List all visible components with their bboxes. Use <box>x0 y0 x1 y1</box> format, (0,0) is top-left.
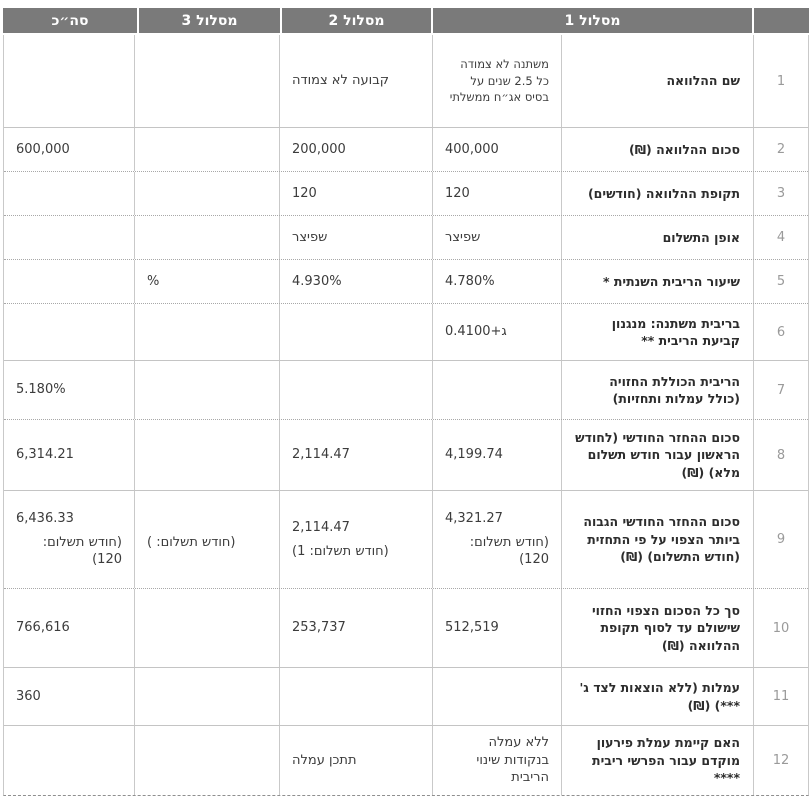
row-number: 7 <box>753 361 808 419</box>
cell-track-2: 4.930% <box>279 260 432 303</box>
row-label: תקופת ההלוואה (חודשים) <box>561 172 753 215</box>
cell-track-3 <box>134 216 279 259</box>
cell-total <box>4 172 134 215</box>
payment-month-note: (חודש תשלום: 120) <box>469 534 549 568</box>
payment-month-note: (חודש תשלום: 120) <box>42 534 122 568</box>
payment-amount: 6,436.33 <box>16 511 74 527</box>
row-number: 5 <box>753 260 808 303</box>
cell-track-2: 2,114.47 <box>279 420 432 490</box>
cell-track-3 <box>134 304 279 360</box>
table-row <box>4 35 808 127</box>
row-label: סכום ההחזר החודשי הגבוה ביותר הצפוי על פי התחזית (חודש התשלום) (₪) <box>561 491 753 588</box>
cell-total <box>4 35 134 127</box>
cell-track-3 <box>134 420 279 490</box>
row-label: סכום ההלוואה (₪) <box>561 128 753 171</box>
table-row <box>4 215 808 259</box>
table-row <box>4 127 808 171</box>
row-label: סך כל הסכום הצפוי החזוי שישולם עד לסוף תקופת ההלוואה (₪) <box>561 589 753 667</box>
cell-total <box>4 216 134 259</box>
cell-track-2 <box>279 491 432 588</box>
cell-track-2: 120 <box>279 172 432 215</box>
row-number: 1 <box>753 35 808 127</box>
header-total: סה״כ <box>3 8 137 33</box>
cell-track-1: 120 <box>432 172 561 215</box>
table-row <box>4 259 808 303</box>
row-number: 2 <box>753 128 808 171</box>
table-row <box>4 419 808 490</box>
cell-track-1: 512,519 <box>432 589 561 667</box>
cell-track-1: ג+0.4100 <box>432 304 561 360</box>
cell-track-3 <box>134 35 279 127</box>
cell-track-1 <box>432 668 561 725</box>
row-label: אופן התשלום <box>561 216 753 259</box>
header-row-number-column <box>754 8 809 33</box>
cell-total <box>4 260 134 303</box>
cell-track-1: משתנה לא צמודה כל 2.5 שנים על בסיס אג״ח ממשלתי <box>432 35 561 127</box>
cell-total: 766,616 <box>16 620 70 636</box>
table-body <box>3 35 809 796</box>
cell-track-2: תתכן עמלה <box>279 726 432 795</box>
table-row <box>4 725 808 795</box>
cell-track-1: 4.780% <box>432 260 561 303</box>
cell-track-1 <box>432 491 561 588</box>
row-label: שם ההלוואה <box>561 35 753 127</box>
cell-track-2 <box>279 304 432 360</box>
table-row <box>4 171 808 215</box>
table-header-row <box>3 8 809 33</box>
row-number: 8 <box>753 420 808 490</box>
cell-track-3 <box>134 726 279 795</box>
row-number: 6 <box>753 304 808 360</box>
header-track-2: מסלול 2 <box>282 8 431 33</box>
payment-amount: 2,114.47 <box>292 519 350 535</box>
row-number: 11 <box>753 668 808 725</box>
cell-track-2: קבועה לא צמודה <box>279 35 432 127</box>
table-row <box>4 490 808 588</box>
cell-track-1: 4,199.74 <box>432 420 561 490</box>
cell-track-3 <box>134 668 279 725</box>
cell-track-3 <box>134 128 279 171</box>
cell-total: 5.180% <box>16 382 66 398</box>
table-row <box>4 667 808 725</box>
cell-total <box>4 726 134 795</box>
payment-month-note: (חודש תשלום: 1) <box>292 543 389 559</box>
row-label: הריבית הכוללת החזויה (כולל עמלות ותחזיות) <box>561 361 753 419</box>
cell-track-3 <box>134 491 279 588</box>
table-row <box>4 588 808 667</box>
row-label: סכום ההחזר החודשי (לחודש הראשון עבור חודש תשלום מלא) (₪) <box>561 420 753 490</box>
row-number: 9 <box>753 491 808 588</box>
cell-total <box>4 304 134 360</box>
payment-amount: 4,321.27 <box>445 511 503 527</box>
cell-track-2 <box>279 361 432 419</box>
cell-total: 360 <box>16 688 41 704</box>
cell-track-1 <box>432 361 561 419</box>
table-row <box>4 303 808 360</box>
table-row <box>4 360 808 419</box>
cell-track-2: 200,000 <box>279 128 432 171</box>
header-track-1: מסלול 1 <box>433 8 752 33</box>
cell-track-2: שפיצר <box>279 216 432 259</box>
cell-track-2 <box>279 668 432 725</box>
row-number: 10 <box>753 589 808 667</box>
row-label: שיעור הריבית השנתית * <box>561 260 753 303</box>
cell-track-1: שפיצר <box>432 216 561 259</box>
cell-track-3 <box>134 361 279 419</box>
cell-track-2: 253,737 <box>279 589 432 667</box>
header-track-3: מסלול 3 <box>139 8 280 33</box>
cell-track-1: ללא עמלה בנקודות שינוי הריבית <box>432 726 561 795</box>
row-label: עמלות (ללא הוצאות לצד ג' ***) (₪) <box>561 668 753 725</box>
cell-track-3: % <box>134 260 279 303</box>
cell-track-1: 400,000 <box>432 128 561 171</box>
cell-total: 6,314.21 <box>16 447 74 463</box>
cell-track-3 <box>134 172 279 215</box>
cell-total: 600,000 <box>16 141 70 157</box>
payment-month-note: (חודש תשלום: ) <box>147 534 236 550</box>
row-number: 4 <box>753 216 808 259</box>
cell-track-3 <box>134 589 279 667</box>
cell-total <box>4 491 134 588</box>
row-label: בריבית משתנה: מנגנון קביעת הריבית ** <box>561 304 753 360</box>
row-number: 12 <box>753 726 808 795</box>
row-number: 3 <box>753 172 808 215</box>
row-label: האם קיימת עמלת פירעון מוקדם עבור הפרשי ריבית **** <box>561 726 753 795</box>
